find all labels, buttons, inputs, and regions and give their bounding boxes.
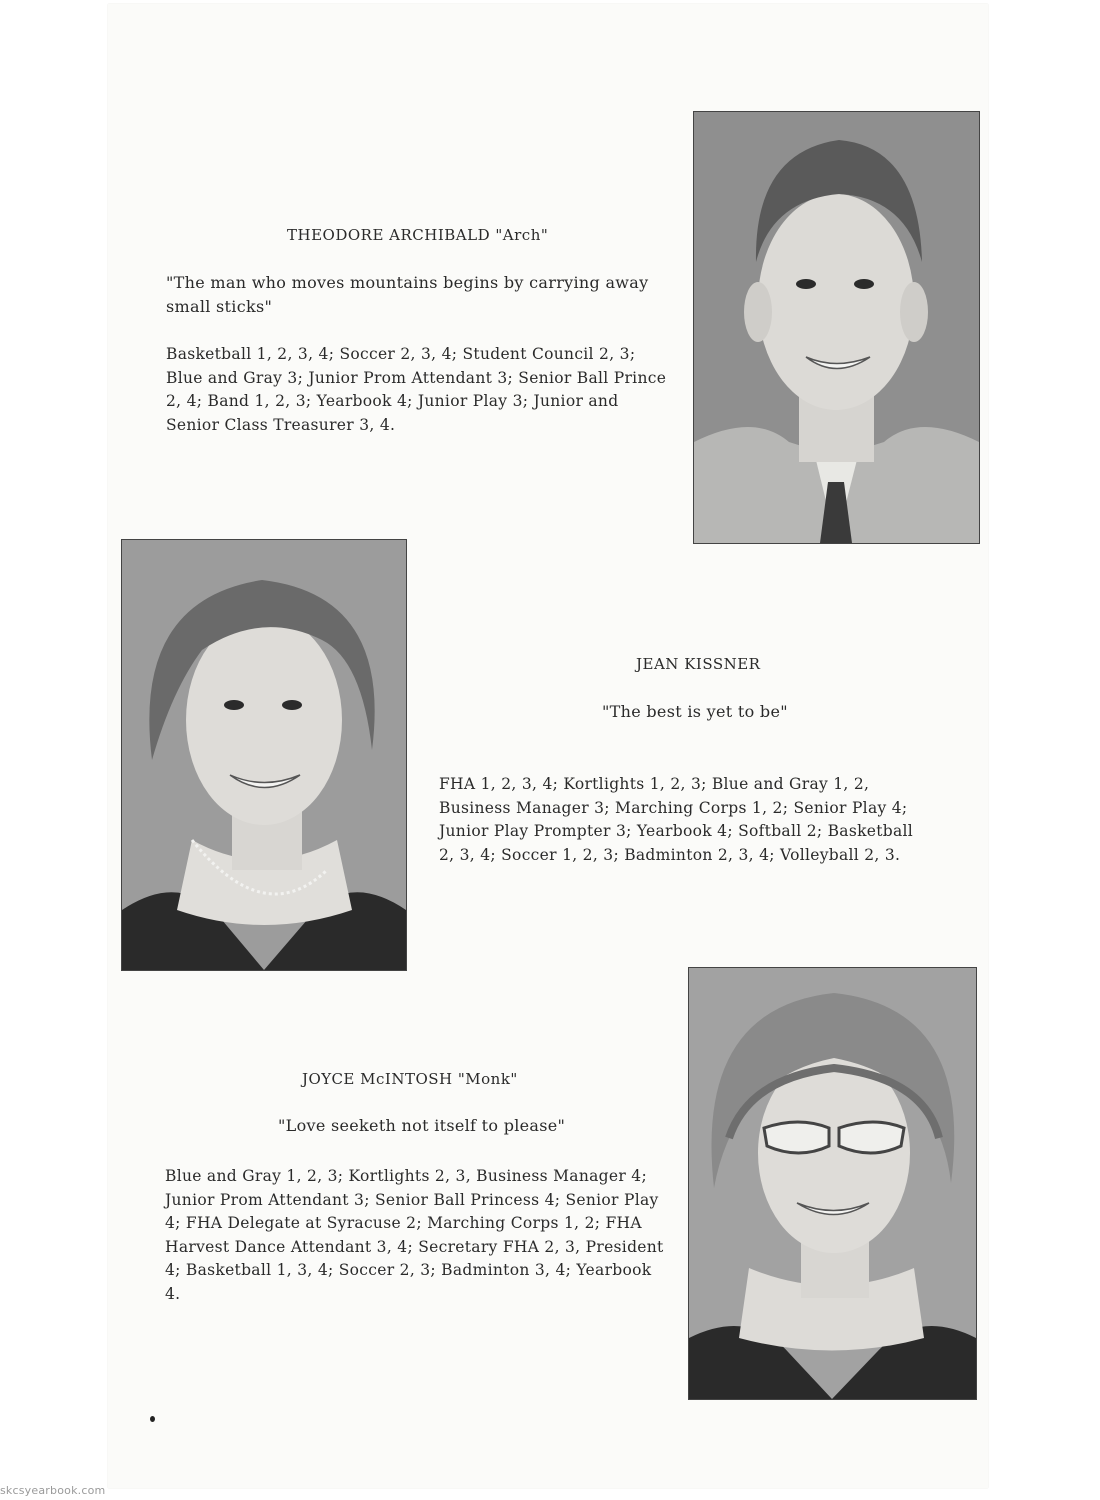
portrait-photo-2 [121,539,407,971]
watermark-text: skcsyearbook.com [0,1484,106,1497]
student-name-1: THEODORE ARCHIBALD "Arch" [287,226,549,244]
student-activities-2: FHA 1, 2, 3, 4; Kortlights 1, 2, 3; Blue and Gray 1, 2, Business Manager 3; Marching Corps 1, 2; Senior Play 4; Junior Play Prompter 3; Yearbook 4; Softball 2; Basketball 2, 3, 4; Soccer 1, 2, 3; Badminton 2, 3, 4; Volleyball 2, 3. [439,775,914,864]
portrait-photo-3 [688,967,977,1400]
ink-speck [150,1416,155,1422]
student-name-3: JOYCE McINTOSH "Monk" [302,1070,518,1088]
student-quote-2: "The best is yet to be" [602,702,788,721]
student-activities-1: Basketball 1, 2, 3, 4; Soccer 2, 3, 4; Student Council 2, 3; Blue and Gray 3; Junior Prom Attendant 3; Senior Ball Prince 2, 4; Band 1, 2, 3; Yearbook 4; Junior Play 3; Junior and Senior Class Treasurer 3, 4. [166,345,667,434]
student-quote-3: "Love seeketh not itself to please" [278,1116,566,1135]
student-name-2: JEAN KISSNER [636,655,761,673]
portrait-photo-1 [693,111,980,544]
student-quote-1: "The man who moves mountains begins by carrying away small sticks" [166,273,649,316]
student-activities-3: Blue and Gray 1, 2, 3; Kortlights 2, 3, Business Manager 4; Junior Prom Attendant 3; Senior Ball Princess 4; Senior Play 4; FHA Delegate at Syracuse 2; Marching Corps 1, 2; FHA Harvest Dance Attendant 3, 4; Secretary FHA 2, 3, President 4; Basketball 1, 3, 4; Soccer 2, 3; Badminton 3, 4; Yearbook 4. [165,1167,664,1303]
